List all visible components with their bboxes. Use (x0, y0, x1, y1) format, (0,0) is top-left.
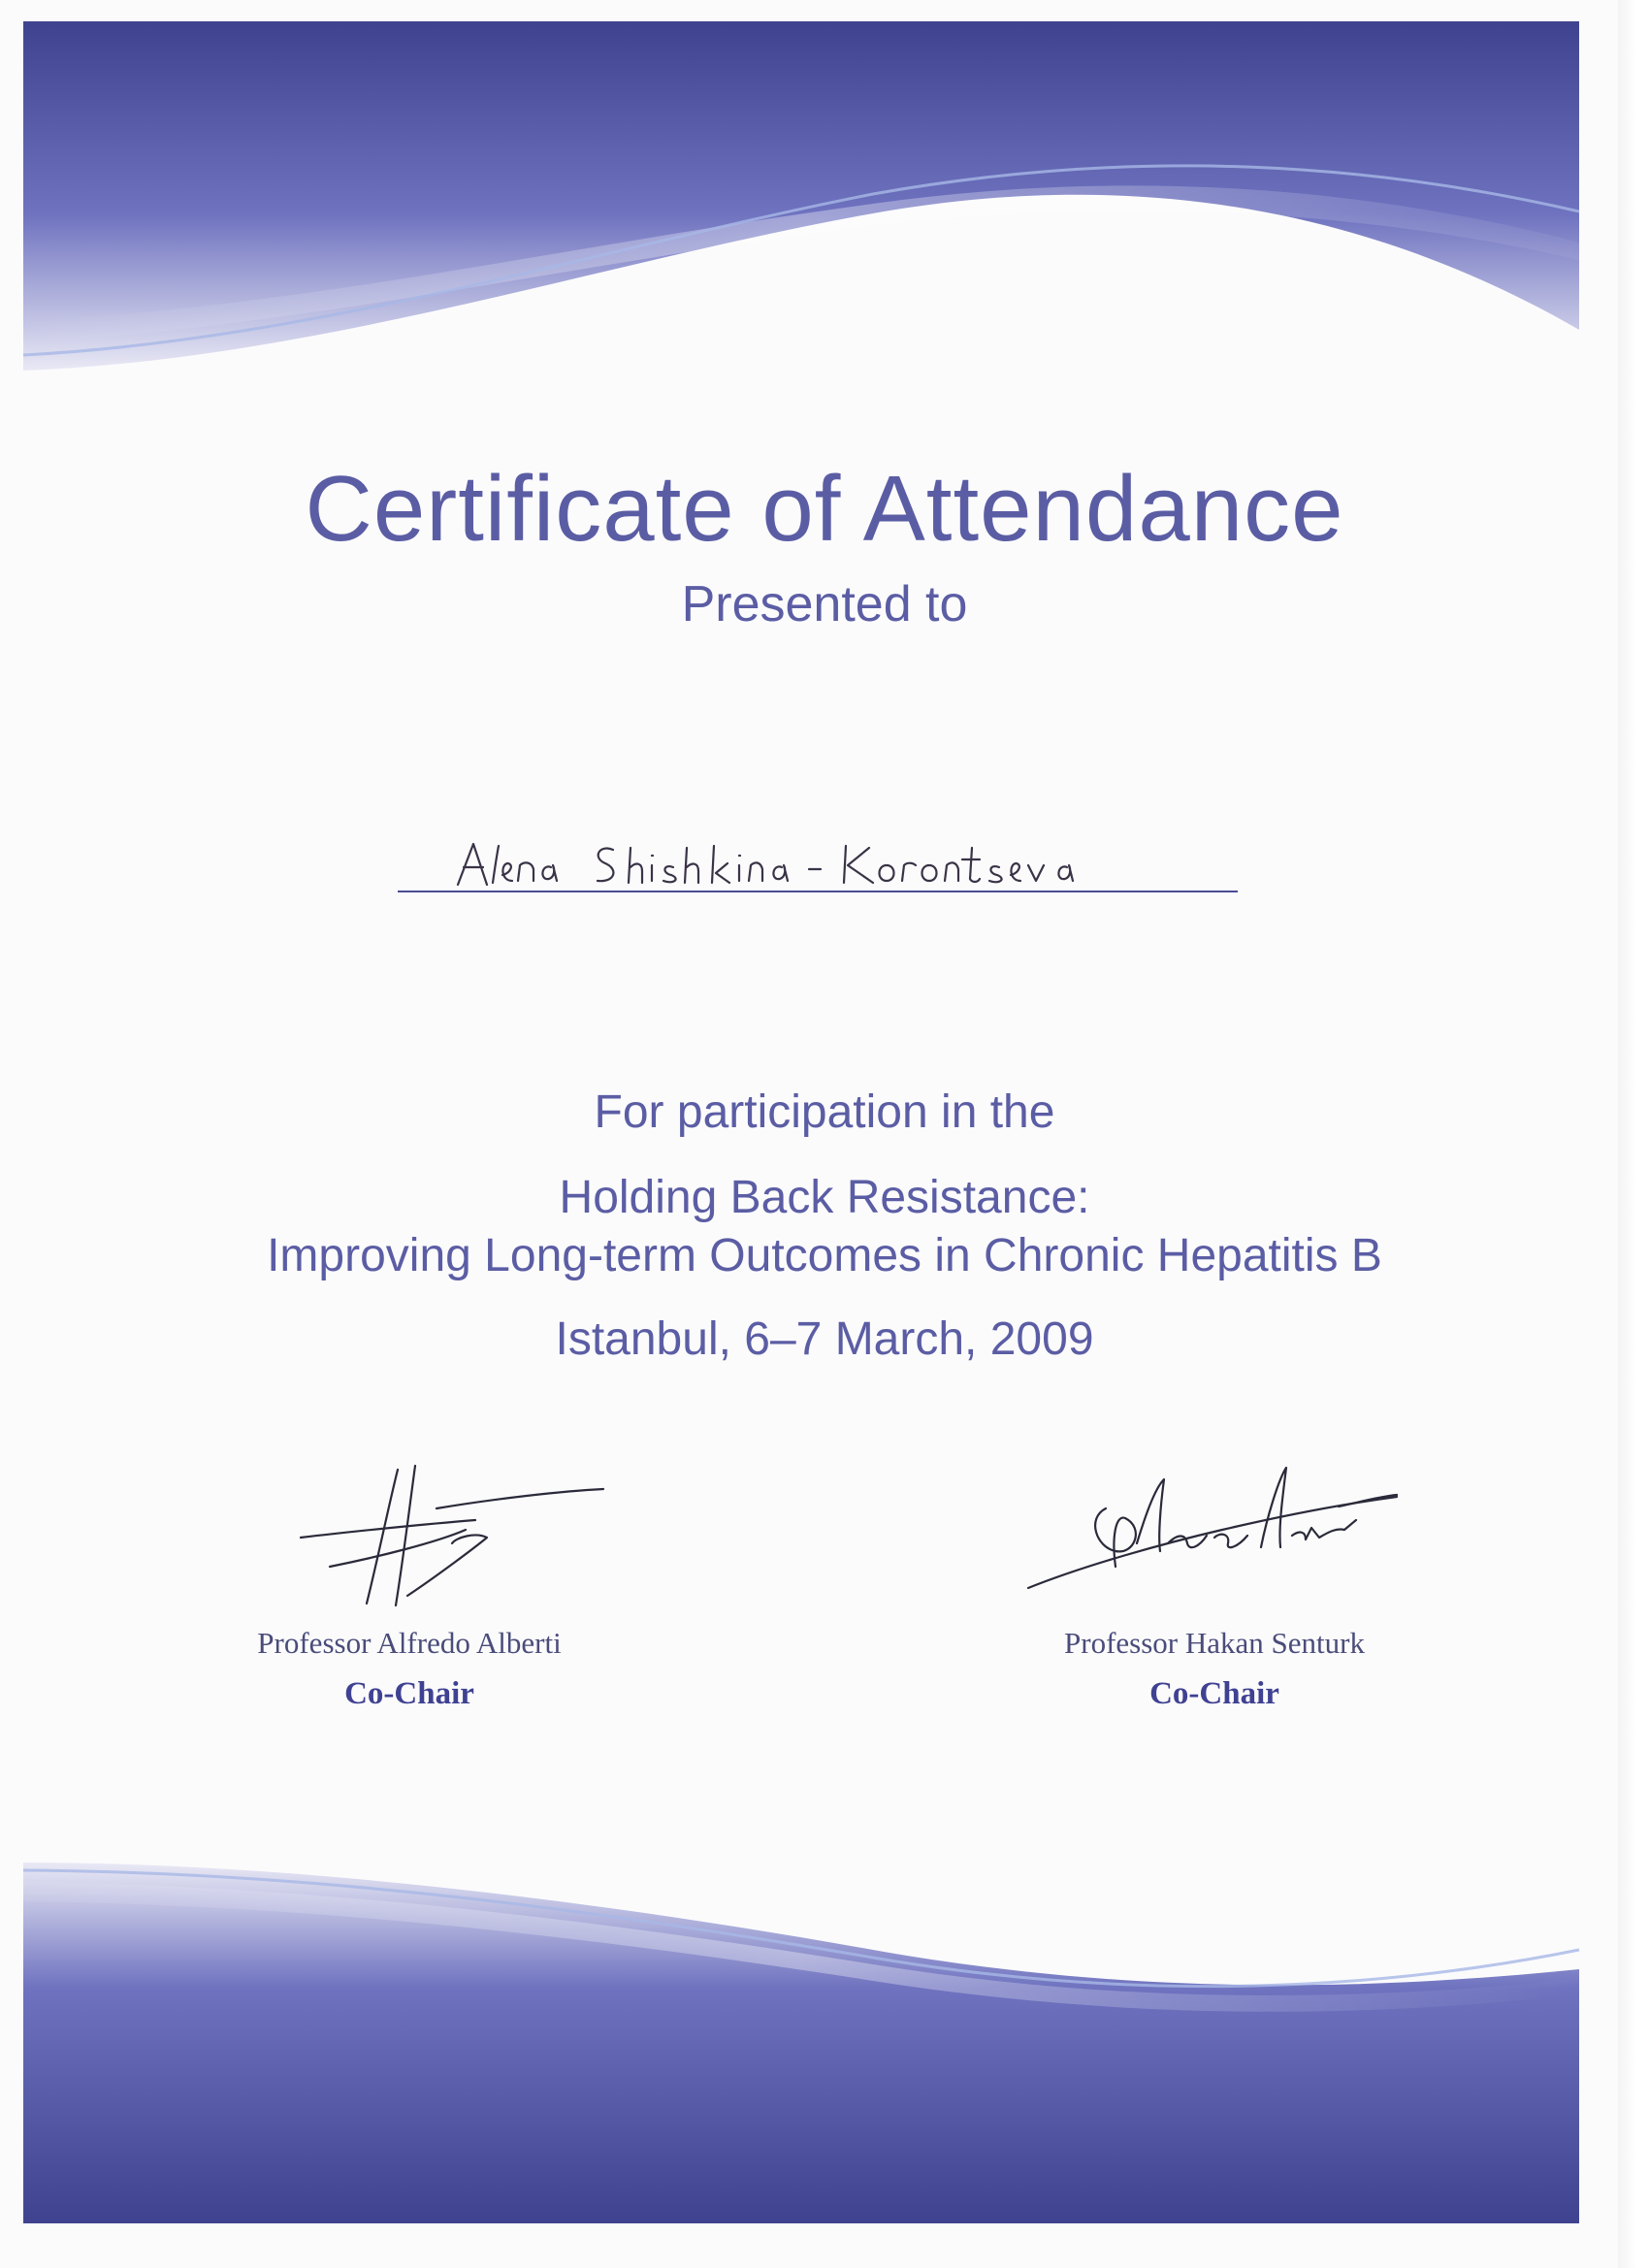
top-wave-banner (0, 0, 1649, 388)
bottom-wave-banner (0, 1843, 1649, 2231)
participation-line: For participation in the (594, 1086, 1055, 1138)
recipient-handwritten-name (398, 834, 1238, 892)
signatory-role-right: Co-Chair (1149, 1676, 1279, 1711)
signatory-name-right: Professor Hakan Senturk (1064, 1626, 1365, 1660)
recipient-name-line (398, 891, 1238, 892)
signatory-role-left: Co-Chair (344, 1676, 474, 1711)
certificate-title: Certificate of Attendance (305, 457, 1344, 561)
event-title-line-1: Holding Back Resistance: (559, 1172, 1090, 1223)
presented-to-label: Presented to (681, 576, 968, 632)
event-title-line-2: Improving Long-term Outcomes in Chronic Hepatitis B (267, 1230, 1382, 1281)
signature-alberti (242, 1450, 728, 1615)
event-location-date: Istanbul, 6–7 March, 2009 (555, 1313, 1094, 1365)
signatory-name-left: Professor Alfredo Alberti (257, 1626, 562, 1660)
signature-senturk (970, 1450, 1455, 1615)
